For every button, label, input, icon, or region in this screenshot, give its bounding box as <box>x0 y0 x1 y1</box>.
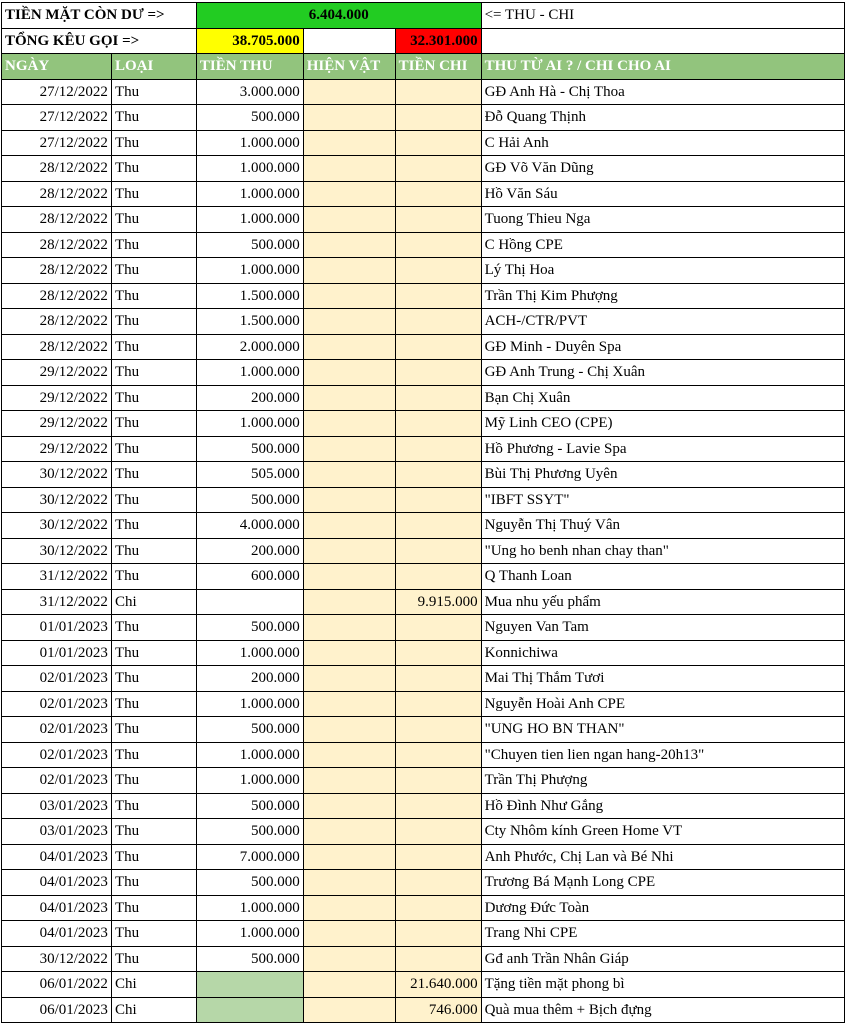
cell-thu[interactable]: 1.000.000 <box>196 921 303 947</box>
cell-thu[interactable]: 3.000.000 <box>196 79 303 105</box>
cell-type[interactable]: Thu <box>111 487 196 513</box>
cash-balance-row <box>2 3 845 29</box>
table-row <box>2 717 845 743</box>
cell-hien-vat[interactable] <box>303 870 395 896</box>
cell-thu[interactable]: 1.000.000 <box>196 207 303 233</box>
cell-hien-vat[interactable] <box>303 768 395 794</box>
cell-date[interactable]: 30/12/2022 <box>2 513 112 539</box>
cell-date[interactable]: 04/01/2023 <box>2 895 112 921</box>
cell-party[interactable]: Bùi Thị Phương Uyên <box>481 462 844 488</box>
cell-thu[interactable]: 1.000.000 <box>196 411 303 437</box>
cell-type[interactable]: Thu <box>111 870 196 896</box>
cell-hien-vat[interactable] <box>303 717 395 743</box>
cell-type[interactable]: Chi <box>111 589 196 615</box>
cell-party[interactable]: "Chuyen tien lien ngan hang-20h13" <box>481 742 844 768</box>
cell-party[interactable]: GĐ Anh Trung - Chị Xuân <box>481 360 844 386</box>
table-row <box>2 232 845 258</box>
table-row <box>2 819 845 845</box>
cell-thu[interactable]: 1.000.000 <box>196 742 303 768</box>
cell-hien-vat[interactable] <box>303 615 395 641</box>
table-row <box>2 411 845 437</box>
cell-hien-vat[interactable] <box>303 589 395 615</box>
cell-party[interactable]: Dương Đức Toàn <box>481 895 844 921</box>
cell-party[interactable]: C Hồng CPE <box>481 232 844 258</box>
cell-hien-vat[interactable] <box>303 819 395 845</box>
table-row <box>2 513 845 539</box>
cell-hien-vat[interactable] <box>303 258 395 284</box>
cell-party[interactable]: ACH-/CTR/PVT <box>481 309 844 335</box>
cell-party[interactable]: Mỹ Linh CEO (CPE) <box>481 411 844 437</box>
cell-type[interactable]: Thu <box>111 717 196 743</box>
cell-hien-vat[interactable] <box>303 411 395 437</box>
cell-date[interactable]: 28/12/2022 <box>2 156 112 182</box>
cell-type[interactable]: Thu <box>111 921 196 947</box>
cell-thu[interactable]: 1.500.000 <box>196 309 303 335</box>
cell-party[interactable]: Anh Phước, Chị Lan và Bé Nhi <box>481 844 844 870</box>
cell-type[interactable]: Chi <box>111 997 196 1023</box>
table-row <box>2 921 845 947</box>
cell-hien-vat[interactable] <box>303 538 395 564</box>
cell-chi[interactable] <box>395 79 481 105</box>
table-row <box>2 691 845 717</box>
cell-date[interactable]: 31/12/2022 <box>2 589 112 615</box>
cell-hien-vat[interactable] <box>303 666 395 692</box>
cell-party[interactable]: Nguyen Van Tam <box>481 615 844 641</box>
cell-thu[interactable]: 1.000.000 <box>196 768 303 794</box>
cell-date[interactable]: 28/12/2022 <box>2 258 112 284</box>
total-hien-vat-cell[interactable] <box>303 28 395 54</box>
cell-date[interactable]: 27/12/2022 <box>2 105 112 131</box>
header-chi[interactable]: TIỀN CHI <box>395 54 481 80</box>
cell-thu[interactable]: 200.000 <box>196 385 303 411</box>
ledger-body <box>2 3 845 1023</box>
cell-hien-vat[interactable] <box>303 691 395 717</box>
header-party[interactable]: THU TỪ AI ? / CHI CHO AI <box>481 54 844 80</box>
cell-type[interactable]: Thu <box>111 946 196 972</box>
cell-date[interactable]: 02/01/2023 <box>2 742 112 768</box>
cell-date[interactable]: 29/12/2022 <box>2 385 112 411</box>
cell-hien-vat[interactable] <box>303 462 395 488</box>
cell-party[interactable]: "UNG HO BN THAN" <box>481 717 844 743</box>
cell-thu[interactable]: 4.000.000 <box>196 513 303 539</box>
cell-chi[interactable] <box>395 105 481 131</box>
cell-chi[interactable] <box>395 538 481 564</box>
cell-thu[interactable]: 505.000 <box>196 462 303 488</box>
cell-party[interactable]: GĐ Minh - Duyên Spa <box>481 334 844 360</box>
table-row <box>2 640 845 666</box>
header-date[interactable]: NGÀY <box>2 54 112 80</box>
cell-type[interactable]: Thu <box>111 207 196 233</box>
cell-hien-vat[interactable] <box>303 564 395 590</box>
cash-balance-value[interactable]: 6.404.000 <box>196 3 481 29</box>
cell-type[interactable]: Thu <box>111 411 196 437</box>
cell-date[interactable]: 30/12/2022 <box>2 487 112 513</box>
cell-party[interactable]: Trần Thị Phượng <box>481 768 844 794</box>
cell-hien-vat[interactable] <box>303 513 395 539</box>
cell-type[interactable]: Thu <box>111 615 196 641</box>
cell-chi[interactable] <box>395 640 481 666</box>
cell-thu[interactable]: 2.000.000 <box>196 334 303 360</box>
header-thu[interactable]: TIỀN THU <box>196 54 303 80</box>
cell-type[interactable]: Thu <box>111 768 196 794</box>
cell-party[interactable]: Đỗ Quang Thịnh <box>481 105 844 131</box>
table-row <box>2 283 845 309</box>
cell-thu[interactable]: 500.000 <box>196 870 303 896</box>
cell-type[interactable]: Thu <box>111 105 196 131</box>
cell-party[interactable]: Q Thanh Loan <box>481 564 844 590</box>
cell-type[interactable]: Thu <box>111 564 196 590</box>
cell-chi[interactable] <box>395 895 481 921</box>
cell-date[interactable]: 31/12/2022 <box>2 564 112 590</box>
cell-hien-vat[interactable] <box>303 997 395 1023</box>
cell-party[interactable]: Cty Nhôm kính Green Home VT <box>481 819 844 845</box>
cell-chi[interactable] <box>395 283 481 309</box>
cell-chi[interactable] <box>395 844 481 870</box>
cell-chi[interactable]: 746.000 <box>395 997 481 1023</box>
cell-date[interactable]: 06/01/2023 <box>2 997 112 1023</box>
cash-balance-label[interactable]: TIỀN MẶT CÒN DƯ => <box>2 3 197 29</box>
header-type[interactable]: LOẠI <box>111 54 196 80</box>
table-row <box>2 105 845 131</box>
total-thu-value[interactable]: 38.705.000 <box>196 28 303 54</box>
cell-thu[interactable] <box>196 997 303 1023</box>
cell-thu[interactable]: 1.000.000 <box>196 258 303 284</box>
total-row <box>2 28 845 54</box>
table-row <box>2 156 845 182</box>
cell-date[interactable]: 30/12/2022 <box>2 462 112 488</box>
cell-date[interactable]: 04/01/2023 <box>2 844 112 870</box>
cell-date[interactable]: 29/12/2022 <box>2 436 112 462</box>
cell-chi[interactable] <box>395 487 481 513</box>
cell-chi[interactable] <box>395 130 481 156</box>
cell-chi[interactable] <box>395 742 481 768</box>
cell-date[interactable]: 28/12/2022 <box>2 309 112 335</box>
table-row <box>2 793 845 819</box>
cell-hien-vat[interactable] <box>303 360 395 386</box>
cell-date[interactable]: 30/12/2022 <box>2 946 112 972</box>
cell-type[interactable]: Thu <box>111 742 196 768</box>
table-row <box>2 462 845 488</box>
table-row <box>2 334 845 360</box>
cell-date[interactable]: 02/01/2023 <box>2 768 112 794</box>
cell-hien-vat[interactable] <box>303 972 395 998</box>
cell-type[interactable]: Thu <box>111 385 196 411</box>
cell-chi[interactable] <box>395 232 481 258</box>
cell-chi[interactable] <box>395 768 481 794</box>
cell-thu[interactable]: 1.000.000 <box>196 130 303 156</box>
cell-date[interactable]: 04/01/2023 <box>2 921 112 947</box>
cell-date[interactable]: 28/12/2022 <box>2 283 112 309</box>
table-row <box>2 564 845 590</box>
cell-thu[interactable]: 200.000 <box>196 666 303 692</box>
table-row <box>2 895 845 921</box>
cell-party[interactable]: Konnichiwa <box>481 640 844 666</box>
cell-party[interactable]: Hồ Văn Sáu <box>481 181 844 207</box>
cell-thu[interactable]: 500.000 <box>196 717 303 743</box>
table-row <box>2 207 845 233</box>
cell-thu[interactable] <box>196 972 303 998</box>
cell-hien-vat[interactable] <box>303 232 395 258</box>
cell-hien-vat[interactable] <box>303 207 395 233</box>
cell-chi[interactable] <box>395 513 481 539</box>
cell-party[interactable]: "Ung ho benh nhan chay than" <box>481 538 844 564</box>
cell-chi[interactable] <box>395 334 481 360</box>
table-row <box>2 615 845 641</box>
cell-chi[interactable] <box>395 462 481 488</box>
cell-party[interactable]: Nguyễn Thị Thuý Vân <box>481 513 844 539</box>
cell-party[interactable]: Mai Thị Thắm Tươi <box>481 666 844 692</box>
cell-date[interactable]: 02/01/2023 <box>2 666 112 692</box>
cell-thu[interactable]: 1.000.000 <box>196 156 303 182</box>
cell-hien-vat[interactable] <box>303 79 395 105</box>
cell-thu[interactable]: 1.500.000 <box>196 283 303 309</box>
cell-party[interactable]: Trần Thị Kim Phượng <box>481 283 844 309</box>
cell-chi[interactable] <box>395 564 481 590</box>
cell-party[interactable]: GĐ Võ Văn Dũng <box>481 156 844 182</box>
cell-date[interactable]: 28/12/2022 <box>2 181 112 207</box>
cell-thu[interactable]: 500.000 <box>196 793 303 819</box>
cell-party[interactable]: C Hải Anh <box>481 130 844 156</box>
cell-type[interactable]: Thu <box>111 79 196 105</box>
cell-party[interactable]: Trương Bá Mạnh Long CPE <box>481 870 844 896</box>
cell-hien-vat[interactable] <box>303 334 395 360</box>
cell-party[interactable]: Nguyễn Hoài Anh CPE <box>481 691 844 717</box>
total-label[interactable]: TỔNG KÊU GỌI => <box>2 28 197 54</box>
cell-party[interactable]: Bạn Chị Xuân <box>481 385 844 411</box>
header-hien-vat[interactable]: HIỆN VẬT <box>303 54 395 80</box>
cell-date[interactable]: 28/12/2022 <box>2 232 112 258</box>
cell-type[interactable]: Chi <box>111 972 196 998</box>
cell-thu[interactable]: 200.000 <box>196 538 303 564</box>
cell-type[interactable]: Thu <box>111 309 196 335</box>
cell-type[interactable]: Thu <box>111 181 196 207</box>
cell-thu[interactable]: 500.000 <box>196 436 303 462</box>
cell-type[interactable]: Thu <box>111 691 196 717</box>
cell-type[interactable]: Thu <box>111 462 196 488</box>
cell-type[interactable]: Thu <box>111 283 196 309</box>
cell-party[interactable]: Hồ Đình Như Gắng <box>481 793 844 819</box>
cell-hien-vat[interactable] <box>303 156 395 182</box>
cell-type[interactable]: Thu <box>111 360 196 386</box>
cell-date[interactable]: 06/01/2022 <box>2 972 112 998</box>
table-row <box>2 360 845 386</box>
cell-chi[interactable] <box>395 385 481 411</box>
cell-hien-vat[interactable] <box>303 793 395 819</box>
cell-type[interactable]: Thu <box>111 232 196 258</box>
table-row <box>2 972 845 998</box>
cell-type[interactable]: Thu <box>111 640 196 666</box>
cell-date[interactable]: 02/01/2023 <box>2 691 112 717</box>
cell-party[interactable]: GĐ Anh Hà - Chị Thoa <box>481 79 844 105</box>
cell-date[interactable]: 27/12/2022 <box>2 130 112 156</box>
cell-hien-vat[interactable] <box>303 844 395 870</box>
cell-thu[interactable]: 500.000 <box>196 819 303 845</box>
table-row <box>2 258 845 284</box>
cash-balance-note[interactable]: <= THU - CHI <box>481 3 844 29</box>
cell-party[interactable]: Lý Thị Hoa <box>481 258 844 284</box>
cell-type[interactable]: Thu <box>111 436 196 462</box>
cell-party[interactable]: Tặng tiền mặt phong bì <box>481 972 844 998</box>
cell-chi[interactable] <box>395 691 481 717</box>
cell-date[interactable]: 01/01/2023 <box>2 615 112 641</box>
table-row <box>2 844 845 870</box>
cell-type[interactable]: Thu <box>111 156 196 182</box>
cell-thu[interactable]: 500.000 <box>196 615 303 641</box>
cell-date[interactable]: 28/12/2022 <box>2 207 112 233</box>
cell-party[interactable]: Mua nhu yếu phẩm <box>481 589 844 615</box>
cell-chi[interactable] <box>395 436 481 462</box>
cell-party[interactable]: Trang Nhi CPE <box>481 921 844 947</box>
cell-chi[interactable]: 21.640.000 <box>395 972 481 998</box>
cell-hien-vat[interactable] <box>303 181 395 207</box>
cell-hien-vat[interactable] <box>303 640 395 666</box>
cell-type[interactable]: Thu <box>111 666 196 692</box>
cell-chi[interactable] <box>395 717 481 743</box>
cell-type[interactable]: Thu <box>111 513 196 539</box>
total-chi-value[interactable]: 32.301.000 <box>395 28 481 54</box>
cell-thu[interactable]: 500.000 <box>196 232 303 258</box>
cell-party[interactable]: Gđ anh Trần Nhân Giáp <box>481 946 844 972</box>
cell-chi[interactable] <box>395 615 481 641</box>
cell-type[interactable]: Thu <box>111 819 196 845</box>
cell-chi[interactable] <box>395 870 481 896</box>
table-row <box>2 666 845 692</box>
cell-thu[interactable]: 1.000.000 <box>196 895 303 921</box>
cell-hien-vat[interactable] <box>303 309 395 335</box>
cell-hien-vat[interactable] <box>303 742 395 768</box>
table-row <box>2 997 845 1023</box>
cell-chi[interactable] <box>395 258 481 284</box>
table-row <box>2 79 845 105</box>
cell-date[interactable]: 29/12/2022 <box>2 411 112 437</box>
cell-chi[interactable] <box>395 946 481 972</box>
cell-hien-vat[interactable] <box>303 487 395 513</box>
cell-date[interactable]: 29/12/2022 <box>2 360 112 386</box>
cell-date[interactable]: 27/12/2022 <box>2 79 112 105</box>
cell-date[interactable]: 04/01/2023 <box>2 870 112 896</box>
table-row <box>2 589 845 615</box>
cell-thu[interactable]: 1.000.000 <box>196 181 303 207</box>
table-row <box>2 742 845 768</box>
cell-chi[interactable] <box>395 181 481 207</box>
cell-type[interactable]: Thu <box>111 844 196 870</box>
cell-party[interactable]: Quà mua thêm + Bịch đựng <box>481 997 844 1023</box>
table-row <box>2 436 845 462</box>
cell-party[interactable]: Tuong Thieu Nga <box>481 207 844 233</box>
cell-hien-vat[interactable] <box>303 283 395 309</box>
cell-hien-vat[interactable] <box>303 385 395 411</box>
cell-date[interactable]: 30/12/2022 <box>2 538 112 564</box>
cell-chi[interactable] <box>395 360 481 386</box>
cell-chi[interactable] <box>395 309 481 335</box>
table-row <box>2 130 845 156</box>
cell-hien-vat[interactable] <box>303 895 395 921</box>
cell-type[interactable]: Thu <box>111 793 196 819</box>
table-row <box>2 309 845 335</box>
cell-type[interactable]: Thu <box>111 334 196 360</box>
table-row <box>2 870 845 896</box>
cell-date[interactable]: 01/01/2023 <box>2 640 112 666</box>
cell-chi[interactable]: 9.915.000 <box>395 589 481 615</box>
cell-thu[interactable]: 600.000 <box>196 564 303 590</box>
cell-hien-vat[interactable] <box>303 946 395 972</box>
cell-thu[interactable]: 1.000.000 <box>196 640 303 666</box>
cell-thu[interactable]: 7.000.000 <box>196 844 303 870</box>
cell-chi[interactable] <box>395 156 481 182</box>
cell-chi[interactable] <box>395 411 481 437</box>
cell-date[interactable]: 03/01/2023 <box>2 793 112 819</box>
cell-date[interactable]: 03/01/2023 <box>2 819 112 845</box>
header-row <box>2 54 845 80</box>
cell-hien-vat[interactable] <box>303 921 395 947</box>
cell-chi[interactable] <box>395 819 481 845</box>
cell-thu[interactable] <box>196 589 303 615</box>
table-row <box>2 538 845 564</box>
table-row <box>2 181 845 207</box>
cell-chi[interactable] <box>395 207 481 233</box>
cell-thu[interactable]: 500.000 <box>196 105 303 131</box>
table-row <box>2 385 845 411</box>
table-row <box>2 946 845 972</box>
cell-chi[interactable] <box>395 921 481 947</box>
cell-thu[interactable]: 1.000.000 <box>196 360 303 386</box>
cell-party[interactable]: Hồ Phương - Lavie Spa <box>481 436 844 462</box>
cell-type[interactable]: Thu <box>111 258 196 284</box>
cell-hien-vat[interactable] <box>303 436 395 462</box>
cell-chi[interactable] <box>395 793 481 819</box>
cell-thu[interactable]: 500.000 <box>196 946 303 972</box>
table-row <box>2 487 845 513</box>
cell-hien-vat[interactable] <box>303 105 395 131</box>
cell-date[interactable]: 02/01/2023 <box>2 717 112 743</box>
total-note-cell[interactable] <box>481 28 844 54</box>
cell-hien-vat[interactable] <box>303 130 395 156</box>
table-row <box>2 768 845 794</box>
cell-type[interactable]: Thu <box>111 538 196 564</box>
cell-chi[interactable] <box>395 666 481 692</box>
cell-thu[interactable]: 1.000.000 <box>196 691 303 717</box>
cell-type[interactable]: Thu <box>111 895 196 921</box>
cell-date[interactable]: 28/12/2022 <box>2 334 112 360</box>
cell-thu[interactable]: 500.000 <box>196 487 303 513</box>
cell-party[interactable]: "IBFT SSYT" <box>481 487 844 513</box>
cell-type[interactable]: Thu <box>111 130 196 156</box>
ledger-table <box>1 2 845 1023</box>
